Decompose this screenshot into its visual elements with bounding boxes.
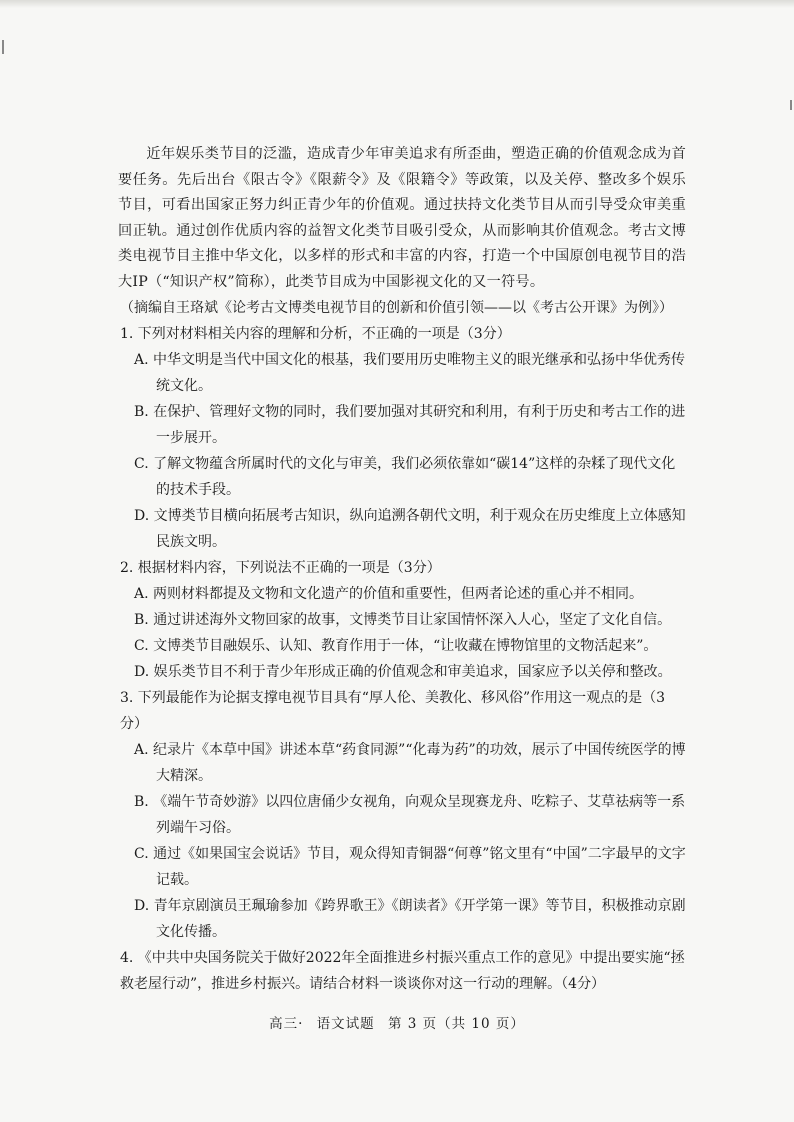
option-c: C. 了解文物蕴含所属时代的文化与审美，我们必须依靠如“碳14”这样的杂糅了现代文化的技术手段。	[134, 456, 676, 499]
content-area	[118, 142, 686, 997]
margin-mark	[790, 100, 792, 110]
scan-edge	[0, 0, 794, 8]
option-a: A. 中华文明是当代中国文化的根基，我们要用历史唯物主义的眼光继承和弘扬中华优秀传统文化。	[134, 352, 686, 395]
option-b: B. 在保护、管理好文物的同时，我们要加强对其研究和利用，有利于历史和考古工作的进一步展开。	[134, 404, 686, 447]
option-b: B. 通过讲述海外文物回家的故事，文博类节目让家国情怀深入人心，坚定了文化自信。	[134, 612, 672, 629]
footer-page-number: 第 3 页（共 10 页）	[387, 1016, 525, 1032]
footer-grade: 高三·	[269, 1016, 304, 1032]
footer-subject: 语文试题	[316, 1016, 375, 1032]
option-a: A. 两则材料都提及文物和文化遗产的价值和重要性，但两者论述的重心并不相同。	[134, 586, 644, 603]
passage-source: （摘编自王珞斌《论考古文博类电视节目的创新和价值引领——以《考古公开课》为例》）	[120, 299, 673, 316]
option-c: C. 通过《如果国宝会说话》节目，观众得知青铜器“何尊”铭文里有“中国”二字最早的文字记载。	[134, 846, 686, 889]
question-stem: 3. 下列最能作为论据支撑电视节目具有“厚人伦、美教化、移风俗”作用这一观点的是（3分）	[120, 690, 666, 733]
passage-paragraph: 近年娱乐类节目的泛滥，造成青少年审美追求有所歪曲，塑造正确的价值观念成为首要任务。先后出台《限古令》《限薪令》及《限籍令》等政策，以及关停、整改多个娱乐节目，可看出国家正努力纠正青少年的价值观。通过扶持文化类节目从而引导受众审美重回正轨。通过创作优质内容的益智文化类节目吸引受众，从而影响其价值观念。考古文博类电视节目主推中华文化，以多样的形式和丰富的内容，打造一个中国原创电视节目的浩大IP（“知识产权”简称），此类节目成为中国影视文化的又一符号。	[118, 146, 686, 290]
option-a: A. 纪录片《本草中国》讲述本草“药食同源”“化毒为药”的功效，展示了中国传统医学的博大精深。	[134, 742, 686, 785]
question-1	[118, 321, 686, 555]
question-stem: 4. 《中共中央国务院关于做好2022年全面推进乡村振兴重点工作的意见》中提出要实施“拯救老屋行动”，推进乡村振兴。请结合材料一谈谈你对这一行动的理解。（4分）	[120, 950, 685, 993]
option-c: C. 文博类节目融娱乐、认知、教育作用于一体，“让收藏在博物馆里的文物活起来”。	[134, 638, 658, 655]
option-b: B. 《端午节奇妙游》以四位唐俑少女视角，向观众呈现赛龙舟、吃粽子、艾草祛病等一系列端午习俗。	[134, 794, 686, 837]
question-stem: 2. 根据材料内容，下列说法不正确的一项是（3分）	[120, 560, 441, 577]
option-d: D. 娱乐类节目不利于青少年形成正确的价值观念和审美追求，国家应予以关停和整改。	[134, 664, 672, 681]
question-3	[118, 685, 686, 945]
page-footer	[0, 1012, 794, 1032]
question-4	[118, 945, 686, 997]
question-2	[118, 555, 686, 685]
margin-mark	[2, 40, 4, 54]
question-stem: 1. 下列对材料相关内容的理解和分析，不正确的一项是（3分）	[120, 326, 511, 343]
option-d: D. 文博类节目横向拓展考古知识，纵向追溯各朝代文明，利于观众在历史维度上立体感知民族文明。	[134, 508, 686, 551]
option-d: D. 青年京剧演员王珮瑜参加《跨界歌王》《朗读者》《开学第一课》等节目，积极推动京剧文化传播。	[134, 898, 686, 941]
